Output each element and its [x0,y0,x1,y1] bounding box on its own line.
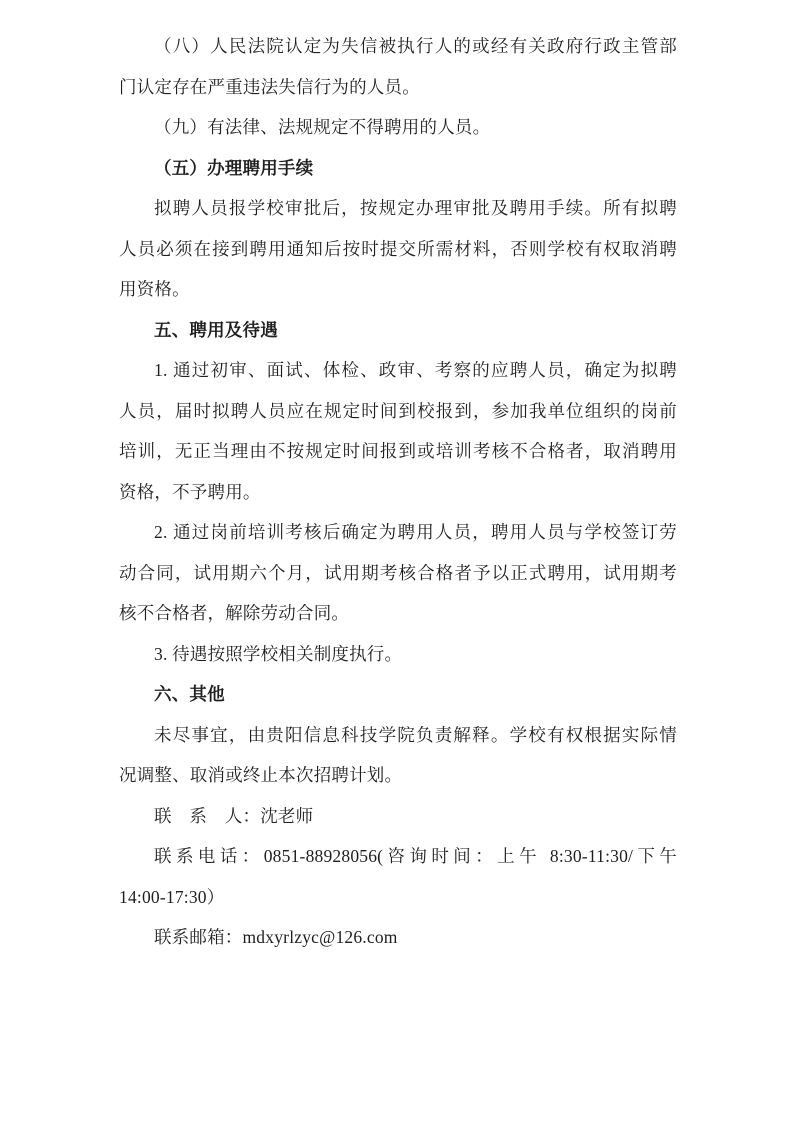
heading-line: 五、聘用及待遇 [154,319,278,340]
text-line: 联系邮箱：mdxyrlzyc@126.com [154,927,398,947]
heading-line: 六、其他 [154,684,225,704]
text-line: 14:00-17:30） [119,886,225,907]
text-line: 2. 通过岗前培训考核后确定为聘用人员，聘用人员与学校签订劳 [154,522,677,542]
text-line: 1. 通过初审、面试、体检、政审、考察的应聘人员，确定为拟聘 [154,360,677,380]
text-line: 核不合格者，解除劳动合同。 [119,603,350,623]
text-line: 用资格。 [119,279,190,299]
text-line: 联系电话：0851-88928056(咨询时间：上午 8:30-11:30/下午 [154,846,677,866]
text-line: 资格，不予聘用。 [119,481,261,502]
text-line: 门认定存在严重违法失信行为的人员。 [119,76,420,97]
text-line: （九）有法律、法规规定不得聘用的人员。 [154,117,491,137]
text-line: 3. 待遇按照学校相关制度执行。 [154,643,403,664]
text-line: 拟聘人员报学校审批后，按规定办理审批及聘用手续。所有拟聘 [154,198,677,218]
heading-line: （五）办理聘用手续 [154,157,314,178]
text-line: 联 系 人：沈老师 [154,805,314,826]
text-line: 培训，无正当理由不按规定时间报到或培训考核不合格者，取消聘用 [119,441,677,461]
text-line: 人员，届时拟聘人员应在规定时间到校报到，参加我单位组织的岗前 [119,400,677,421]
text-line: 人员必须在接到聘用通知后按时提交所需材料，否则学校有权取消聘 [119,238,677,259]
text-line: 况调整、取消或终止本次招聘计划。 [119,765,403,785]
text-line: 未尽事宜，由贵阳信息科技学院负责解释。学校有权根据实际情 [154,724,677,745]
text-line: 动合同，试用期六个月，试用期考核合格者予以正式聘用，试用期考 [119,562,677,583]
document-lines [119,26,677,958]
text-line: （八）人民法院认定为失信被执行人的或经有关政府行政主管部 [154,36,677,56]
